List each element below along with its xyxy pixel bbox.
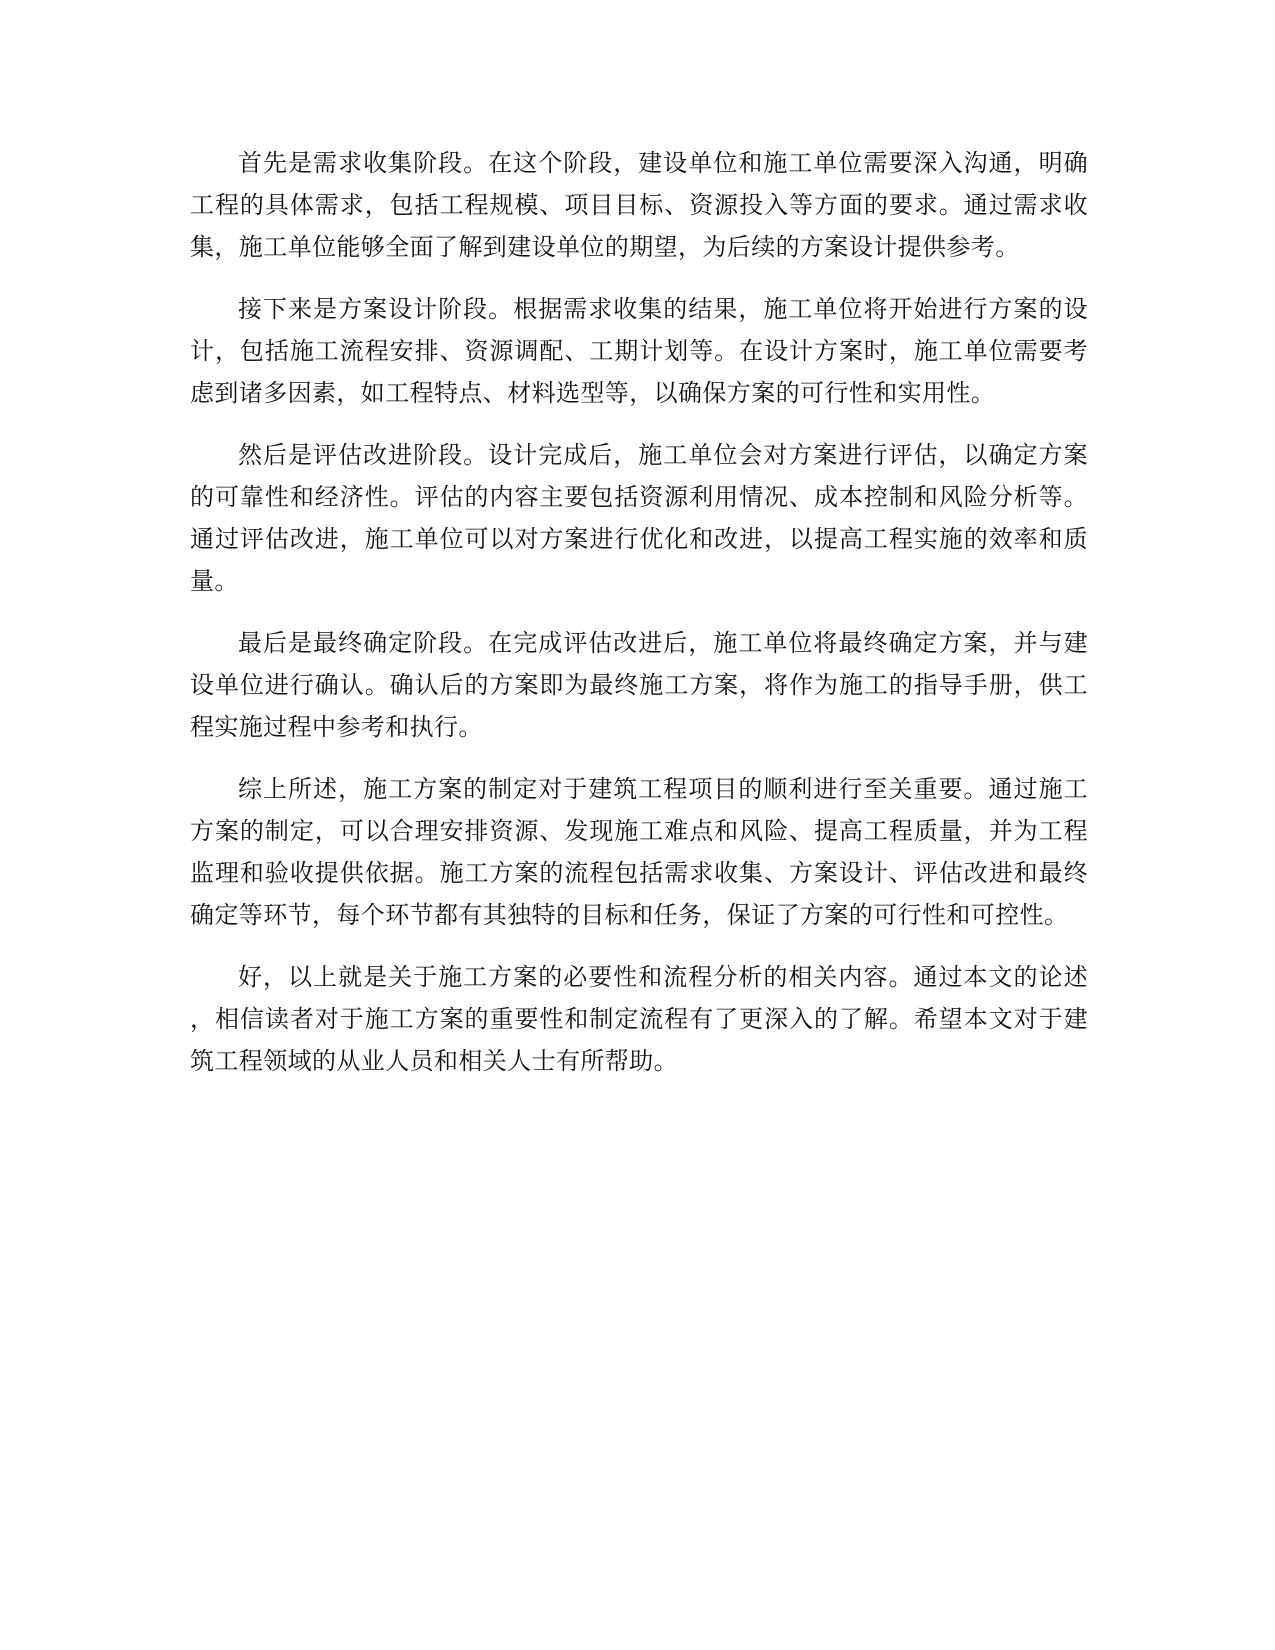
paragraph-requirements: 首先是需求收集阶段。在这个阶段，建设单位和施工单位需要深入沟通，明确工程的具体需求，包括工程规模、项目目标、资源投入等方面的要求。通过需求收集，施工单位能够全面了解到建设单位的期望，为后续的方案设计提供参考。 (190, 149, 1088, 261)
paragraph-summary: 综上所述，施工方案的制定对于建筑工程项目的顺利进行至关重要。通过施工方案的制定，可以合理安排资源、发现施工难点和风险、提高工程质量，并为工程监理和验收提供依据。施工方案的流程包括需求收集、方案设计、评估改进和最终确定等环节，每个环节都有其独特的目标和任务，保证了方案的可行性和可控性。 (190, 775, 1088, 929)
paragraph-finalization: 最后是最终确定阶段。在完成评估改进后，施工单位将最终确定方案，并与建设单位进行确认。确认后的方案即为最终施工方案，将作为施工的指导手册，供工程实施过程中参考和执行。 (190, 629, 1088, 741)
paragraph-evaluation: 然后是评估改进阶段。设计完成后，施工单位会对方案进行评估，以确定方案的可靠性和经济性。评估的内容主要包括资源利用情况、成本控制和风险分析等。通过评估改进，施工单位可以对方案进行优化和改进，以提高工程实施的效率和质量。 (190, 441, 1088, 595)
paragraph-conclusion: 好，以上就是关于施工方案的必要性和流程分析的相关内容。通过本文的论述，相信读者对于施工方案的重要性和制定流程有了更深入的了解。希望本文对于建筑工程领域的从业人员和相关人士有所帮助。 (190, 963, 1088, 1075)
paragraph-design: 接下来是方案设计阶段。根据需求收集的结果，施工单位将开始进行方案的设计，包括施工流程安排、资源调配、工期计划等。在设计方案时，施工单位需要考虑到诸多因素，如工程特点、材料选型等，以确保方案的可行性和实用性。 (190, 295, 1088, 407)
document-body (190, 142, 1088, 1102)
